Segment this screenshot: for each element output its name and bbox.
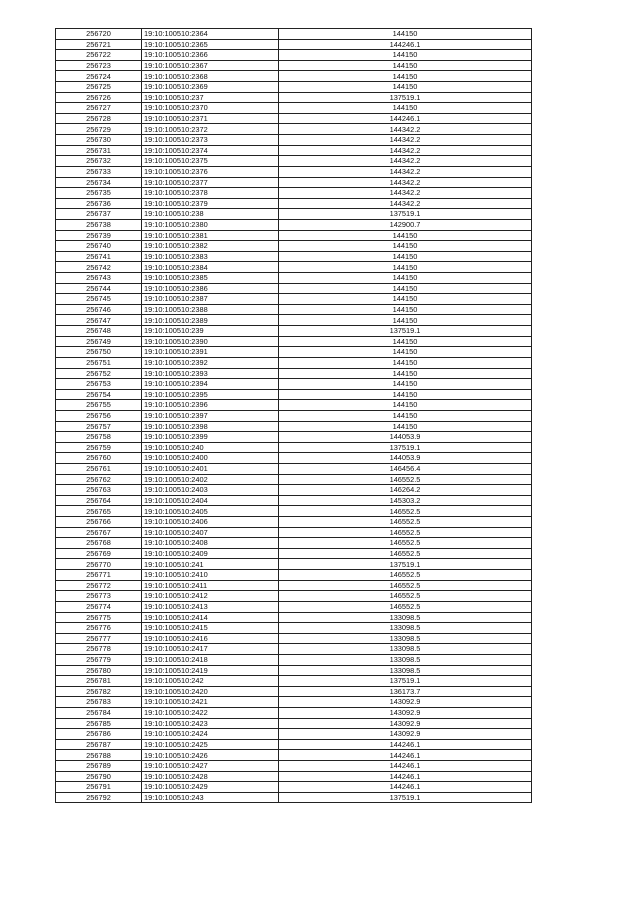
cell-value: 137519.1 xyxy=(279,676,532,687)
cell-cadastral-number: 19:10:100510:238 xyxy=(142,209,279,220)
table-row xyxy=(56,633,532,644)
cell-cadastral-number: 19:10:100510:2365 xyxy=(142,39,279,50)
cell-record-number: 256740 xyxy=(56,241,142,252)
table-row xyxy=(56,273,532,284)
cell-record-number: 256757 xyxy=(56,421,142,432)
cell-record-number: 256720 xyxy=(56,29,142,40)
cell-cadastral-number: 19:10:100510:2378 xyxy=(142,188,279,199)
cell-cadastral-number: 19:10:100510:241 xyxy=(142,559,279,570)
cell-record-number: 256759 xyxy=(56,442,142,453)
cell-value: 146552.5 xyxy=(279,580,532,591)
cell-record-number: 256742 xyxy=(56,262,142,273)
cell-record-number: 256774 xyxy=(56,601,142,612)
cell-cadastral-number: 19:10:100510:2381 xyxy=(142,230,279,241)
cell-value: 144246.1 xyxy=(279,750,532,761)
table-row xyxy=(56,177,532,188)
cell-cadastral-number: 19:10:100510:2421 xyxy=(142,697,279,708)
cell-record-number: 256773 xyxy=(56,591,142,602)
cell-cadastral-number: 19:10:100510:2420 xyxy=(142,686,279,697)
cell-record-number: 256776 xyxy=(56,623,142,634)
cell-value: 144150 xyxy=(279,82,532,93)
table-row xyxy=(56,612,532,623)
cell-cadastral-number: 19:10:100510:2369 xyxy=(142,82,279,93)
table-row xyxy=(56,156,532,167)
cell-cadastral-number: 19:10:100510:2402 xyxy=(142,474,279,485)
cell-record-number: 256781 xyxy=(56,676,142,687)
table-row xyxy=(56,241,532,252)
cell-record-number: 256748 xyxy=(56,326,142,337)
cell-cadastral-number: 19:10:100510:2372 xyxy=(142,124,279,135)
cell-cadastral-number: 19:10:100510:2384 xyxy=(142,262,279,273)
table-row xyxy=(56,209,532,220)
cell-cadastral-number: 19:10:100510:2412 xyxy=(142,591,279,602)
table-body xyxy=(56,29,532,803)
table-row xyxy=(56,198,532,209)
cell-cadastral-number: 19:10:100510:2416 xyxy=(142,633,279,644)
cell-value: 144150 xyxy=(279,71,532,82)
cell-value: 133098.5 xyxy=(279,654,532,665)
cell-value: 144150 xyxy=(279,283,532,294)
cell-record-number: 256727 xyxy=(56,103,142,114)
table-row xyxy=(56,315,532,326)
cell-cadastral-number: 19:10:100510:2408 xyxy=(142,538,279,549)
cell-record-number: 256789 xyxy=(56,761,142,772)
cell-cadastral-number: 19:10:100510:2426 xyxy=(142,750,279,761)
cell-cadastral-number: 19:10:100510:2400 xyxy=(142,453,279,464)
cell-record-number: 256733 xyxy=(56,166,142,177)
table-row xyxy=(56,739,532,750)
cell-value: 144150 xyxy=(279,315,532,326)
table-row xyxy=(56,601,532,612)
table-row xyxy=(56,718,532,729)
cell-cadastral-number: 19:10:100510:2398 xyxy=(142,421,279,432)
cell-value: 144342.2 xyxy=(279,188,532,199)
cell-record-number: 256724 xyxy=(56,71,142,82)
cell-record-number: 256746 xyxy=(56,304,142,315)
cell-cadastral-number: 19:10:100510:2395 xyxy=(142,389,279,400)
cell-cadastral-number: 19:10:100510:2385 xyxy=(142,273,279,284)
table-row xyxy=(56,400,532,411)
cell-value: 146552.5 xyxy=(279,591,532,602)
table-row xyxy=(56,71,532,82)
cell-record-number: 256745 xyxy=(56,294,142,305)
cell-record-number: 256790 xyxy=(56,771,142,782)
cell-record-number: 256750 xyxy=(56,347,142,358)
cell-record-number: 256788 xyxy=(56,750,142,761)
cell-value: 144342.2 xyxy=(279,166,532,177)
cell-value: 144150 xyxy=(279,294,532,305)
table-row xyxy=(56,485,532,496)
cell-cadastral-number: 19:10:100510:2428 xyxy=(142,771,279,782)
cell-record-number: 256783 xyxy=(56,697,142,708)
cell-record-number: 256769 xyxy=(56,548,142,559)
cell-record-number: 256749 xyxy=(56,336,142,347)
cell-record-number: 256741 xyxy=(56,251,142,262)
cell-cadastral-number: 19:10:100510:2382 xyxy=(142,241,279,252)
cell-cadastral-number: 19:10:100510:2397 xyxy=(142,410,279,421)
cell-value: 144053.9 xyxy=(279,432,532,443)
cell-value: 144246.1 xyxy=(279,761,532,772)
table-row xyxy=(56,559,532,570)
cell-record-number: 256725 xyxy=(56,82,142,93)
cell-cadastral-number: 19:10:100510:243 xyxy=(142,792,279,803)
cell-value: 144150 xyxy=(279,262,532,273)
cell-cadastral-number: 19:10:100510:2383 xyxy=(142,251,279,262)
cell-cadastral-number: 19:10:100510:2371 xyxy=(142,113,279,124)
cell-cadastral-number: 19:10:100510:2423 xyxy=(142,718,279,729)
cell-record-number: 256726 xyxy=(56,92,142,103)
table-row xyxy=(56,82,532,93)
table-row xyxy=(56,686,532,697)
cell-value: 144150 xyxy=(279,304,532,315)
cell-cadastral-number: 19:10:100510:2417 xyxy=(142,644,279,655)
cell-record-number: 256747 xyxy=(56,315,142,326)
cell-record-number: 256771 xyxy=(56,570,142,581)
cell-value: 144342.2 xyxy=(279,135,532,146)
table-row xyxy=(56,389,532,400)
cell-record-number: 256753 xyxy=(56,379,142,390)
cell-record-number: 256737 xyxy=(56,209,142,220)
cell-record-number: 256729 xyxy=(56,124,142,135)
cell-record-number: 256764 xyxy=(56,495,142,506)
cell-value: 144150 xyxy=(279,347,532,358)
table-row xyxy=(56,347,532,358)
table-row xyxy=(56,474,532,485)
cell-record-number: 256784 xyxy=(56,708,142,719)
table-row xyxy=(56,495,532,506)
cell-cadastral-number: 19:10:100510:2389 xyxy=(142,315,279,326)
cell-cadastral-number: 19:10:100510:2373 xyxy=(142,135,279,146)
cell-value: 146552.5 xyxy=(279,538,532,549)
cell-value: 137519.1 xyxy=(279,442,532,453)
cell-cadastral-number: 19:10:100510:2388 xyxy=(142,304,279,315)
cell-cadastral-number: 19:10:100510:2376 xyxy=(142,166,279,177)
table-row xyxy=(56,792,532,803)
cell-value: 144246.1 xyxy=(279,113,532,124)
cell-cadastral-number: 19:10:100510:2418 xyxy=(142,654,279,665)
table-row xyxy=(56,336,532,347)
table-row xyxy=(56,251,532,262)
cell-cadastral-number: 19:10:100510:2387 xyxy=(142,294,279,305)
cell-record-number: 256766 xyxy=(56,517,142,528)
table-row xyxy=(56,29,532,40)
cell-value: 146552.5 xyxy=(279,601,532,612)
cell-record-number: 256770 xyxy=(56,559,142,570)
cell-value: 133098.5 xyxy=(279,612,532,623)
cell-value: 144150 xyxy=(279,230,532,241)
cell-record-number: 256734 xyxy=(56,177,142,188)
cell-record-number: 256731 xyxy=(56,145,142,156)
cell-record-number: 256791 xyxy=(56,782,142,793)
cell-cadastral-number: 19:10:100510:2414 xyxy=(142,612,279,623)
cell-cadastral-number: 19:10:100510:240 xyxy=(142,442,279,453)
table-row xyxy=(56,294,532,305)
table-row xyxy=(56,357,532,368)
table-row xyxy=(56,368,532,379)
cell-value: 143092.9 xyxy=(279,697,532,708)
table-row xyxy=(56,432,532,443)
cell-cadastral-number: 19:10:100510:2405 xyxy=(142,506,279,517)
cell-record-number: 256723 xyxy=(56,60,142,71)
table-row xyxy=(56,665,532,676)
cell-cadastral-number: 19:10:100510:2379 xyxy=(142,198,279,209)
cell-record-number: 256772 xyxy=(56,580,142,591)
cell-cadastral-number: 19:10:100510:2410 xyxy=(142,570,279,581)
table-row xyxy=(56,506,532,517)
table-row xyxy=(56,283,532,294)
table-row xyxy=(56,230,532,241)
cell-value: 144150 xyxy=(279,389,532,400)
cell-record-number: 256722 xyxy=(56,50,142,61)
table-row xyxy=(56,188,532,199)
document-page xyxy=(55,28,531,803)
table-row xyxy=(56,326,532,337)
table-row xyxy=(56,379,532,390)
cell-record-number: 256736 xyxy=(56,198,142,209)
table-row xyxy=(56,761,532,772)
cell-cadastral-number: 19:10:100510:2374 xyxy=(142,145,279,156)
cell-cadastral-number: 19:10:100510:2419 xyxy=(142,665,279,676)
cell-record-number: 256778 xyxy=(56,644,142,655)
cell-value: 144150 xyxy=(279,379,532,390)
cell-cadastral-number: 19:10:100510:2425 xyxy=(142,739,279,750)
cell-value: 144150 xyxy=(279,60,532,71)
cell-record-number: 256743 xyxy=(56,273,142,284)
table-row xyxy=(56,103,532,114)
cell-value: 137519.1 xyxy=(279,92,532,103)
cell-value: 142900.7 xyxy=(279,219,532,230)
cell-value: 144342.2 xyxy=(279,156,532,167)
cell-value: 133098.5 xyxy=(279,665,532,676)
table-row xyxy=(56,135,532,146)
table-row xyxy=(56,442,532,453)
cell-cadastral-number: 19:10:100510:2370 xyxy=(142,103,279,114)
cell-record-number: 256775 xyxy=(56,612,142,623)
table-row xyxy=(56,262,532,273)
cell-record-number: 256760 xyxy=(56,453,142,464)
cell-cadastral-number: 19:10:100510:2399 xyxy=(142,432,279,443)
table-row xyxy=(56,166,532,177)
cell-value: 146552.5 xyxy=(279,517,532,528)
cell-cadastral-number: 19:10:100510:2391 xyxy=(142,347,279,358)
cell-value: 144342.2 xyxy=(279,198,532,209)
cell-value: 144150 xyxy=(279,273,532,284)
table-row xyxy=(56,304,532,315)
cell-cadastral-number: 19:10:100510:2401 xyxy=(142,463,279,474)
table-row xyxy=(56,644,532,655)
cell-record-number: 256728 xyxy=(56,113,142,124)
cell-value: 144150 xyxy=(279,336,532,347)
cell-value: 146264.2 xyxy=(279,485,532,496)
cell-value: 146552.5 xyxy=(279,474,532,485)
cell-value: 133098.5 xyxy=(279,623,532,634)
cell-value: 144246.1 xyxy=(279,771,532,782)
cell-cadastral-number: 19:10:100510:2366 xyxy=(142,50,279,61)
cell-record-number: 256754 xyxy=(56,389,142,400)
cell-record-number: 256721 xyxy=(56,39,142,50)
cell-cadastral-number: 19:10:100510:2413 xyxy=(142,601,279,612)
cell-value: 146552.5 xyxy=(279,570,532,581)
cell-value: 144246.1 xyxy=(279,782,532,793)
cell-value: 143092.9 xyxy=(279,718,532,729)
cell-value: 145303.2 xyxy=(279,495,532,506)
cell-value: 144246.1 xyxy=(279,39,532,50)
cell-value: 133098.5 xyxy=(279,633,532,644)
cell-cadastral-number: 19:10:100510:2396 xyxy=(142,400,279,411)
cell-record-number: 256786 xyxy=(56,729,142,740)
cell-record-number: 256738 xyxy=(56,219,142,230)
cell-record-number: 256787 xyxy=(56,739,142,750)
table-row xyxy=(56,124,532,135)
cell-record-number: 256744 xyxy=(56,283,142,294)
table-row xyxy=(56,145,532,156)
cell-record-number: 256752 xyxy=(56,368,142,379)
cell-record-number: 256779 xyxy=(56,654,142,665)
cell-value: 146456.4 xyxy=(279,463,532,474)
cell-value: 146552.5 xyxy=(279,506,532,517)
cell-value: 146552.5 xyxy=(279,527,532,538)
table-row xyxy=(56,729,532,740)
table-row xyxy=(56,39,532,50)
cell-value: 144150 xyxy=(279,103,532,114)
cell-record-number: 256792 xyxy=(56,792,142,803)
cell-cadastral-number: 19:10:100510:2411 xyxy=(142,580,279,591)
cell-record-number: 256756 xyxy=(56,410,142,421)
cell-value: 144150 xyxy=(279,400,532,411)
cell-record-number: 256763 xyxy=(56,485,142,496)
data-table xyxy=(55,28,532,803)
cell-value: 144150 xyxy=(279,29,532,40)
cell-value: 137519.1 xyxy=(279,326,532,337)
table-row xyxy=(56,517,532,528)
cell-record-number: 256782 xyxy=(56,686,142,697)
cell-record-number: 256761 xyxy=(56,463,142,474)
cell-cadastral-number: 19:10:100510:2404 xyxy=(142,495,279,506)
cell-cadastral-number: 19:10:100510:2367 xyxy=(142,60,279,71)
cell-cadastral-number: 19:10:100510:237 xyxy=(142,92,279,103)
table-row xyxy=(56,570,532,581)
cell-cadastral-number: 19:10:100510:2375 xyxy=(142,156,279,167)
table-row xyxy=(56,580,532,591)
cell-record-number: 256732 xyxy=(56,156,142,167)
table-row xyxy=(56,676,532,687)
table-row xyxy=(56,113,532,124)
cell-cadastral-number: 19:10:100510:2409 xyxy=(142,548,279,559)
cell-cadastral-number: 19:10:100510:2368 xyxy=(142,71,279,82)
cell-cadastral-number: 19:10:100510:2394 xyxy=(142,379,279,390)
cell-value: 146552.5 xyxy=(279,548,532,559)
cell-value: 133098.5 xyxy=(279,644,532,655)
cell-value: 137519.1 xyxy=(279,559,532,570)
cell-cadastral-number: 19:10:100510:2380 xyxy=(142,219,279,230)
cell-record-number: 256765 xyxy=(56,506,142,517)
cell-cadastral-number: 19:10:100510:239 xyxy=(142,326,279,337)
cell-value: 137519.1 xyxy=(279,792,532,803)
table-row xyxy=(56,92,532,103)
table-row xyxy=(56,50,532,61)
cell-value: 144342.2 xyxy=(279,177,532,188)
cell-value: 144150 xyxy=(279,241,532,252)
table-row xyxy=(56,591,532,602)
cell-value: 143092.9 xyxy=(279,729,532,740)
cell-value: 137519.1 xyxy=(279,209,532,220)
table-row xyxy=(56,697,532,708)
cell-record-number: 256785 xyxy=(56,718,142,729)
table-row xyxy=(56,750,532,761)
cell-record-number: 256755 xyxy=(56,400,142,411)
cell-record-number: 256768 xyxy=(56,538,142,549)
table-row xyxy=(56,771,532,782)
table-row xyxy=(56,548,532,559)
cell-cadastral-number: 19:10:100510:2390 xyxy=(142,336,279,347)
cell-value: 144150 xyxy=(279,368,532,379)
table-row xyxy=(56,463,532,474)
cell-record-number: 256739 xyxy=(56,230,142,241)
cell-record-number: 256767 xyxy=(56,527,142,538)
cell-cadastral-number: 19:10:100510:2403 xyxy=(142,485,279,496)
cell-value: 144150 xyxy=(279,421,532,432)
cell-cadastral-number: 19:10:100510:2427 xyxy=(142,761,279,772)
table-row xyxy=(56,527,532,538)
cell-value: 144150 xyxy=(279,357,532,368)
cell-cadastral-number: 19:10:100510:2406 xyxy=(142,517,279,528)
table-row xyxy=(56,60,532,71)
cell-record-number: 256762 xyxy=(56,474,142,485)
table-row xyxy=(56,782,532,793)
cell-cadastral-number: 19:10:100510:2377 xyxy=(142,177,279,188)
table-row xyxy=(56,654,532,665)
cell-record-number: 256758 xyxy=(56,432,142,443)
cell-cadastral-number: 19:10:100510:2392 xyxy=(142,357,279,368)
table-row xyxy=(56,538,532,549)
cell-value: 144150 xyxy=(279,50,532,61)
cell-cadastral-number: 19:10:100510:242 xyxy=(142,676,279,687)
cell-value: 143092.9 xyxy=(279,708,532,719)
cell-value: 144342.2 xyxy=(279,124,532,135)
table-row xyxy=(56,219,532,230)
cell-cadastral-number: 19:10:100510:2386 xyxy=(142,283,279,294)
table-row xyxy=(56,421,532,432)
cell-record-number: 256780 xyxy=(56,665,142,676)
cell-cadastral-number: 19:10:100510:2424 xyxy=(142,729,279,740)
table-row xyxy=(56,453,532,464)
table-row xyxy=(56,410,532,421)
cell-record-number: 256730 xyxy=(56,135,142,146)
cell-record-number: 256777 xyxy=(56,633,142,644)
cell-record-number: 256735 xyxy=(56,188,142,199)
cell-cadastral-number: 19:10:100510:2364 xyxy=(142,29,279,40)
cell-cadastral-number: 19:10:100510:2422 xyxy=(142,708,279,719)
cell-cadastral-number: 19:10:100510:2429 xyxy=(142,782,279,793)
cell-value: 144150 xyxy=(279,251,532,262)
cell-value: 144053.9 xyxy=(279,453,532,464)
cell-cadastral-number: 19:10:100510:2407 xyxy=(142,527,279,538)
cell-value: 144150 xyxy=(279,410,532,421)
table-row xyxy=(56,708,532,719)
cell-record-number: 256751 xyxy=(56,357,142,368)
cell-value: 144246.1 xyxy=(279,739,532,750)
cell-value: 136173.7 xyxy=(279,686,532,697)
cell-value: 144342.2 xyxy=(279,145,532,156)
cell-cadastral-number: 19:10:100510:2393 xyxy=(142,368,279,379)
cell-cadastral-number: 19:10:100510:2415 xyxy=(142,623,279,634)
table-row xyxy=(56,623,532,634)
